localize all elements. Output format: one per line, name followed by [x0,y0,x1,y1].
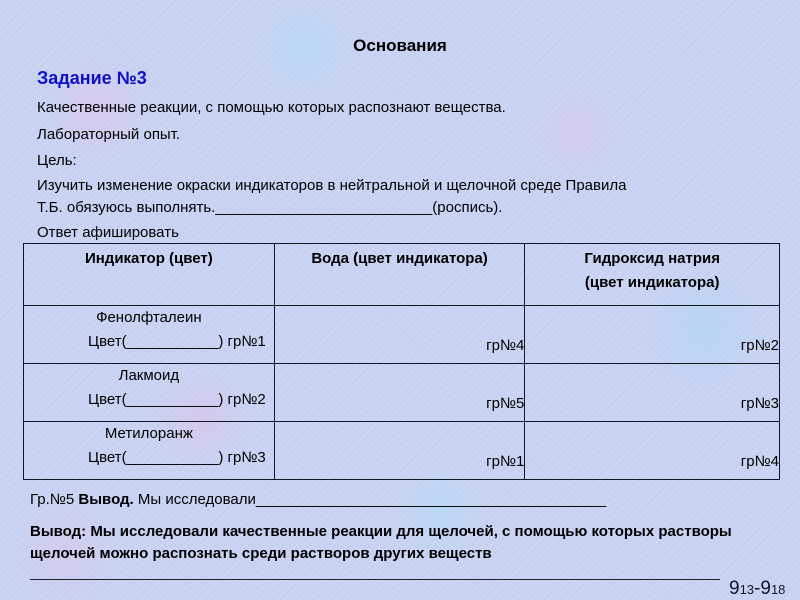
conclusion-blank: Мы исследовали__________________________________________ [133,491,607,508]
naoh-group: гр№3 [740,395,779,412]
goal-label: Цель: [37,152,77,169]
conclusion-label: Вывод. [78,491,134,508]
group5-conclusion [30,491,606,508]
page-reference: 913-918 [729,578,786,599]
table-row [24,364,780,422]
group-prefix: Гр.№5 [30,491,79,508]
water-cell [274,306,525,364]
indicator-cell [24,306,275,364]
water-group: гр№1 [486,453,525,470]
footer-divider [30,579,720,580]
final-conclusion: Вывод: Мы исследовали качественные реакции для щелочей, с помощью которых растворы щелочей можно распознать среди растворов других веществ [30,523,732,562]
naoh-cell [525,306,780,364]
slide-title: Основания [353,36,447,55]
header-indicator: Индикатор (цвет) [24,244,275,306]
indicator-color-field: Цвет(___________) гр№1 [87,333,266,350]
naoh-group: гр№2 [740,337,779,354]
indicator-cell [24,364,275,422]
water-cell [274,422,525,480]
goal-text-line2: Т.Б. обязуюсь выполнять.__________________________(роспись). [37,199,503,216]
naoh-cell [525,422,780,480]
task-heading: Задание №3 [37,68,147,88]
answer-instruction: Ответ афишировать [37,224,179,241]
water-group: гр№5 [486,395,525,412]
table-header-row [24,244,780,306]
lab-experiment-label: Лабораторный опыт. [37,126,181,143]
table-row [24,422,780,480]
indicator-name: Метилоранж [104,425,193,442]
table-row [24,306,780,364]
indicator-name: Лакмоид [118,367,180,384]
indicator-name: Фенолфталеин [96,309,202,326]
water-cell [274,364,525,422]
water-group: гр№4 [486,337,525,354]
indicator-cell [24,422,275,480]
naoh-cell [525,364,780,422]
header-sodium-hydroxide: Гидроксид натрия (цвет индикатора) [525,244,780,306]
goal-text-line1: Изучить изменение окраски индикаторов в нейтральной и щелочной среде Правила [37,177,627,194]
naoh-group: гр№4 [740,453,779,470]
indicator-color-field: Цвет(___________) гр№2 [87,391,266,408]
header-water: Вода (цвет индикатора) [274,244,525,306]
indicator-table [23,243,780,480]
indicator-color-field: Цвет(___________) гр№3 [87,449,266,466]
task-description: Качественные реакции, с помощью которых распознают вещества. [37,99,506,116]
